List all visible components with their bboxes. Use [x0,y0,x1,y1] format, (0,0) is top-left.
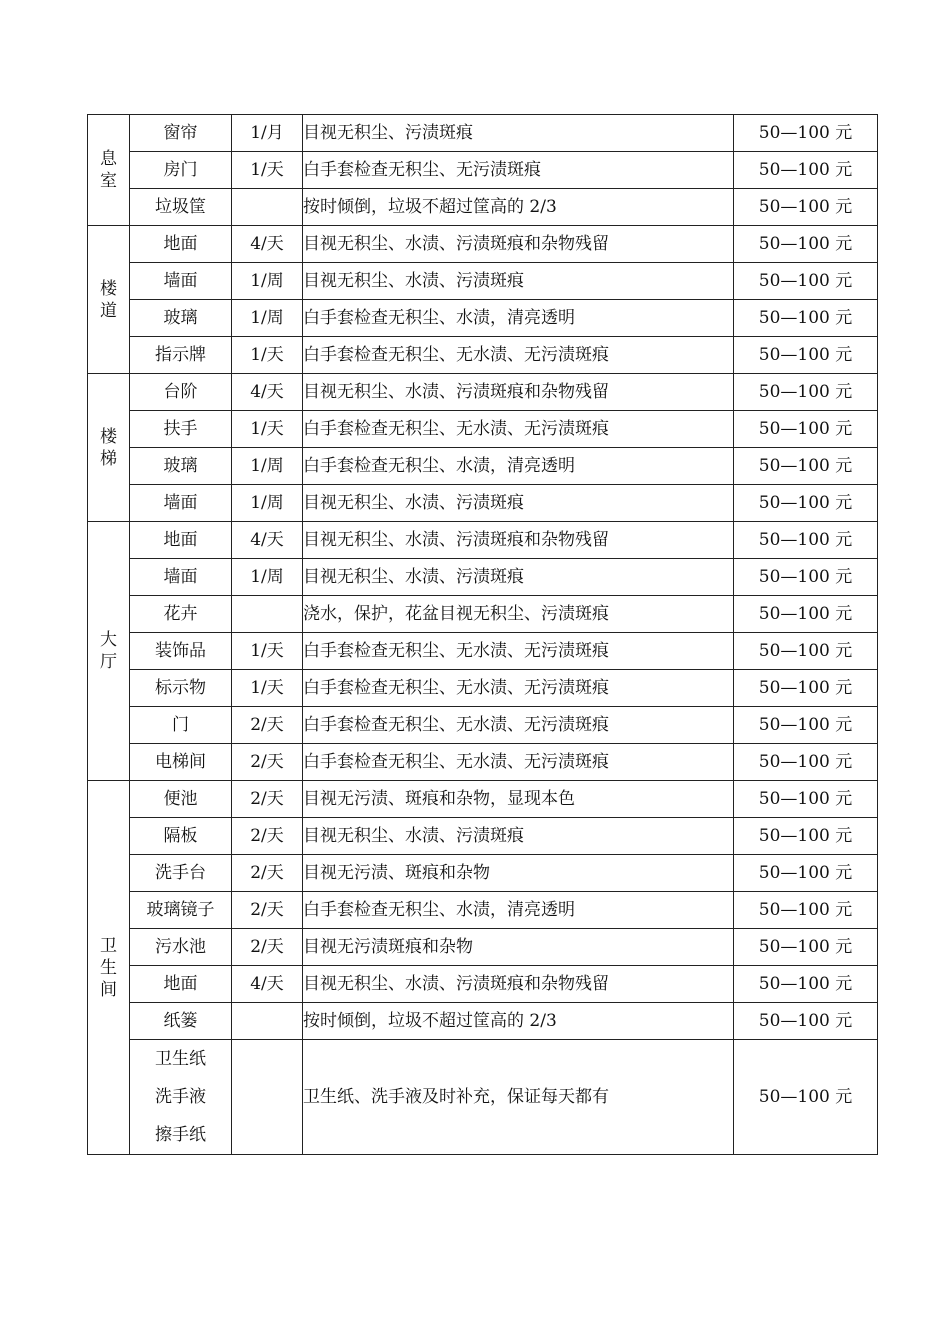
standard-cell: 白手套检查无积尘、无水渍、无污渍斑痕 [303,744,734,781]
item-cell [130,263,232,300]
item-cell [130,448,232,485]
table-row [88,485,878,522]
frequency-cell: 4/天 [232,966,303,1003]
table-row [88,337,878,374]
frequency-cell: 1/天 [232,152,303,189]
standard-cell: 白手套检查无积尘、无水渍、无污渍斑痕 [303,337,734,374]
area-label-char: 大 [100,630,117,650]
standard-cell: 目视无积尘、水渍、污渍斑痕 [303,485,734,522]
penalty-cell: 50—100 元 [734,411,878,448]
standard-cell: 白手套检查无积尘、无水渍、无污渍斑痕 [303,670,734,707]
area-cell [88,115,130,226]
table-row [88,596,878,633]
table-row [88,855,878,892]
standard-cell: 目视无积尘、水渍、污渍斑痕和杂物残留 [303,374,734,411]
item-label: 玻璃镜子 [146,900,215,920]
cleaning-standards-table [87,114,878,1155]
standard-cell: 目视无积尘、水渍、污渍斑痕 [303,818,734,855]
item-cell [130,374,232,411]
standard-cell: 目视无污渍、斑痕和杂物 [303,855,734,892]
item-cell [130,559,232,596]
frequency-cell: 1/周 [232,559,303,596]
item-label: 擦手纸 [155,1125,206,1145]
item-cell [130,115,232,152]
standard-cell: 白手套检查无积尘、水渍，清亮透明 [303,300,734,337]
penalty-cell: 50—100 元 [734,1003,878,1040]
item-label: 玻璃 [163,308,198,328]
penalty-cell: 50—100 元 [734,189,878,226]
table-row [88,152,878,189]
item-cell [130,744,232,781]
item-cell [130,929,232,966]
item-cell [130,226,232,263]
frequency-cell: 1/周 [232,300,303,337]
item-cell [130,892,232,929]
frequency-cell: 1/天 [232,337,303,374]
standard-cell: 目视无积尘、水渍、污渍斑痕和杂物残留 [303,522,734,559]
standard-cell: 目视无污渍、斑痕和杂物，显现本色 [303,781,734,818]
item-label: 纸篓 [163,1011,198,1031]
frequency-cell: 1/天 [232,670,303,707]
standard-cell: 目视无积尘、污渍斑痕 [303,115,734,152]
penalty-cell: 50—100 元 [734,781,878,818]
table-row [88,744,878,781]
penalty-cell: 50—100 元 [734,226,878,263]
item-cell [130,781,232,818]
frequency-cell: 1/周 [232,263,303,300]
item-label: 墙面 [163,567,198,587]
item-label: 墙面 [163,493,198,513]
item-label: 卫生纸 [155,1049,206,1069]
standard-cell: 白手套检查无积尘、无污渍斑痕 [303,152,734,189]
item-label: 垃圾筐 [155,197,206,217]
item-label: 洗手液 [155,1087,206,1107]
table-row [88,929,878,966]
table-row [88,818,878,855]
item-label: 装饰品 [155,641,206,661]
item-label: 玻璃 [163,456,198,476]
item-label: 标示物 [155,678,206,698]
penalty-cell: 50—100 元 [734,485,878,522]
penalty-cell: 50—100 元 [734,633,878,670]
item-label: 墙面 [163,271,198,291]
area-label-char: 道 [100,300,117,321]
frequency-cell: 2/天 [232,855,303,892]
penalty-cell: 50—100 元 [734,929,878,966]
standard-cell: 目视无积尘、水渍、污渍斑痕和杂物残留 [303,966,734,1003]
item-cell [130,633,232,670]
frequency-cell [232,189,303,226]
table-row [88,1040,878,1155]
penalty-cell: 50—100 元 [734,892,878,929]
table-row [88,189,878,226]
item-label: 地面 [163,530,198,550]
standard-cell: 白手套检查无积尘、无水渍、无污渍斑痕 [303,633,734,670]
item-label: 地面 [163,234,198,254]
penalty-cell: 50—100 元 [734,744,878,781]
standard-cell: 卫生纸、洗手液及时补充，保证每天都有 [303,1040,734,1155]
standard-cell: 目视无积尘、水渍、污渍斑痕和杂物残留 [303,226,734,263]
frequency-cell: 4/天 [232,226,303,263]
area-label-char: 楼 [100,278,117,299]
item-cell [130,596,232,633]
table-row [88,966,878,1003]
frequency-cell: 1/月 [232,115,303,152]
standard-cell: 目视无污渍斑痕和杂物 [303,929,734,966]
item-label: 门 [172,715,189,735]
penalty-cell: 50—100 元 [734,263,878,300]
standard-cell: 按时倾倒，垃圾不超过筐高的 2/3 [303,189,734,226]
penalty-cell: 50—100 元 [734,448,878,485]
frequency-cell: 2/天 [232,781,303,818]
penalty-cell: 50—100 元 [734,522,878,559]
frequency-cell: 2/天 [232,929,303,966]
table-row [88,781,878,818]
frequency-cell: 1/周 [232,485,303,522]
item-label: 扶手 [163,419,198,439]
item-label: 台阶 [163,382,198,402]
table-row [88,633,878,670]
frequency-cell [232,596,303,633]
frequency-cell: 2/天 [232,707,303,744]
table-row [88,374,878,411]
penalty-cell: 50—100 元 [734,300,878,337]
item-cell [130,300,232,337]
area-label-char: 厅 [100,652,117,672]
table-row [88,522,878,559]
item-cell [130,1040,232,1155]
standard-cell: 按时倾倒，垃圾不超过筐高的 2/3 [303,1003,734,1040]
frequency-cell: 4/天 [232,374,303,411]
table-row [88,226,878,263]
frequency-cell: 1/天 [232,633,303,670]
penalty-cell: 50—100 元 [734,818,878,855]
area-label-char: 间 [100,979,117,1000]
area-label-char: 生 [100,957,117,978]
item-label: 隔板 [163,826,198,846]
penalty-cell: 50—100 元 [734,374,878,411]
penalty-cell: 50—100 元 [734,966,878,1003]
item-label: 指示牌 [155,345,206,365]
penalty-cell: 50—100 元 [734,855,878,892]
item-cell [130,485,232,522]
item-cell [130,522,232,559]
penalty-cell: 50—100 元 [734,115,878,152]
item-label: 房门 [163,160,198,180]
standard-cell: 浇水，保护，花盆目视无积尘、污渍斑痕 [303,596,734,633]
item-cell [130,411,232,448]
penalty-cell: 50—100 元 [734,670,878,707]
area-label-char: 梯 [100,448,117,469]
penalty-cell: 50—100 元 [734,559,878,596]
item-label: 洗手台 [155,863,206,883]
table-row [88,448,878,485]
item-cell [130,189,232,226]
frequency-cell: 4/天 [232,522,303,559]
penalty-cell: 50—100 元 [734,1040,878,1155]
standard-cell: 白手套检查无积尘、水渍，清亮透明 [303,892,734,929]
table-body [88,115,878,1155]
frequency-cell: 2/天 [232,818,303,855]
table-row [88,263,878,300]
penalty-cell: 50—100 元 [734,337,878,374]
item-cell [130,152,232,189]
item-label: 花卉 [163,604,198,624]
standard-cell: 目视无积尘、水渍、污渍斑痕 [303,263,734,300]
item-cell [130,337,232,374]
item-label: 窗帘 [163,123,198,143]
item-label: 便池 [163,789,198,809]
area-label-char: 卫 [100,935,117,956]
penalty-cell: 50—100 元 [734,152,878,189]
item-cell [130,707,232,744]
area-cell [88,522,130,781]
area-cell [88,226,130,374]
item-cell [130,855,232,892]
penalty-cell: 50—100 元 [734,596,878,633]
area-label-char: 楼 [100,426,117,447]
table-row [88,892,878,929]
item-cell [130,1003,232,1040]
frequency-cell: 1/天 [232,411,303,448]
table-row [88,1003,878,1040]
frequency-cell: 1/周 [232,448,303,485]
item-label: 地面 [163,974,198,994]
frequency-cell [232,1040,303,1155]
penalty-cell: 50—100 元 [734,707,878,744]
standard-cell: 白手套检查无积尘、无水渍、无污渍斑痕 [303,707,734,744]
table-row [88,559,878,596]
item-cell [130,670,232,707]
frequency-cell [232,1003,303,1040]
standard-cell: 白手套检查无积尘、无水渍、无污渍斑痕 [303,411,734,448]
table-row [88,411,878,448]
item-cell [130,818,232,855]
item-label: 污水池 [155,937,206,957]
area-label-char: 息 [100,149,117,169]
table-row [88,670,878,707]
area-cell [88,781,130,1155]
standard-cell: 白手套检查无积尘、水渍，清亮透明 [303,448,734,485]
table-row [88,115,878,152]
standard-cell: 目视无积尘、水渍、污渍斑痕 [303,559,734,596]
area-label-char: 室 [100,171,117,191]
table-row [88,300,878,337]
area-cell [88,374,130,522]
item-cell [130,966,232,1003]
table-row [88,707,878,744]
item-label: 电梯间 [155,752,206,772]
frequency-cell: 2/天 [232,744,303,781]
frequency-cell: 2/天 [232,892,303,929]
